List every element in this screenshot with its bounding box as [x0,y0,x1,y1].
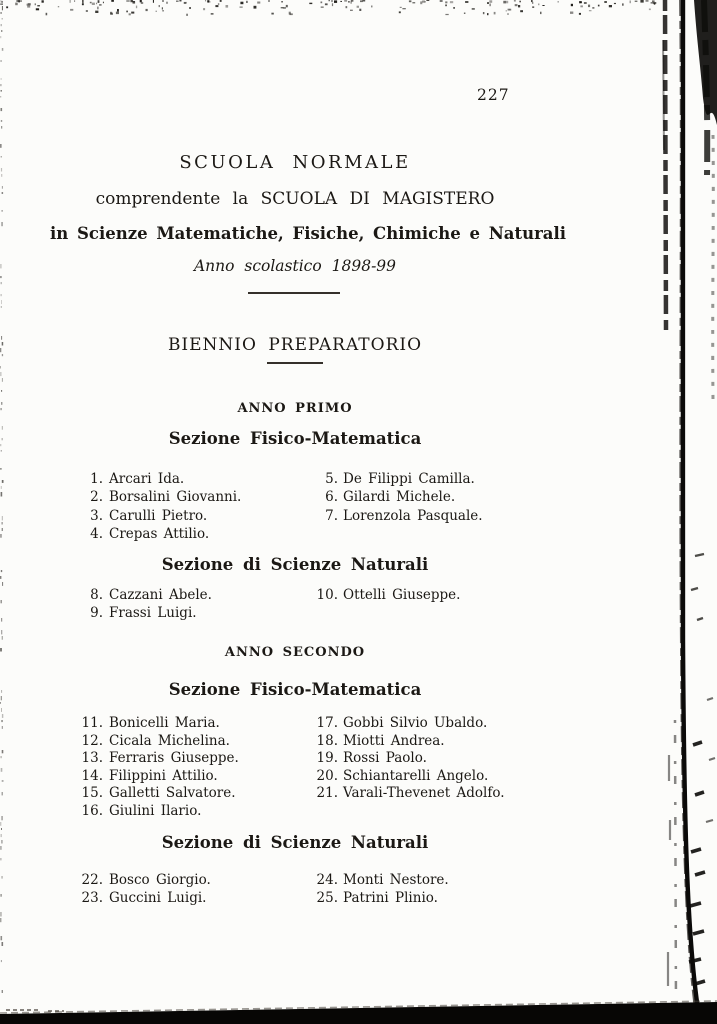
student-number: 3. [90,507,103,524]
student-entry [79,803,239,821]
year-heading-anno-primo: ANNO PRIMO [237,401,353,416]
student-number: 10. [316,587,338,603]
student-name: Ottelli Giuseppe. [343,587,461,603]
student-name: Carulli Pietro. [109,507,208,524]
student-entry [312,750,505,768]
student-number: 4. [90,526,103,543]
student-number: 14. [81,767,103,784]
student-name: Ferraris Giuseppe. [109,750,239,767]
student-name: Giulini Ilario. [109,802,202,819]
student-entry [79,586,212,604]
binding-gutter-shadow [657,0,717,1024]
student-number: 6. [325,489,338,506]
student-entry [79,525,241,543]
student-entry [79,507,241,525]
section-heading-scienze-naturali-1: Sezione di Scienze Naturali [161,555,429,574]
page-number: 227 [477,86,510,104]
student-entry [312,470,483,488]
student-entry [79,889,211,907]
student-entry [312,768,505,786]
student-name: Bonicelli Maria. [109,715,220,731]
list-column-left [79,715,239,821]
horizontal-rule [248,292,340,294]
list-column-right [312,470,483,525]
title-line-2: comprendente la SCUOLA DI MAGISTERO [95,189,495,209]
student-name: Cicala Michelina. [109,732,230,749]
student-entry [312,871,449,889]
student-entry [79,785,239,803]
student-number: 11. [81,715,103,731]
student-number: 8. [90,587,103,603]
student-entry [312,733,505,751]
student-entry [312,488,483,506]
list-column-left [79,871,211,908]
horizontal-rule [267,362,323,364]
student-entry [79,733,239,751]
title-line-1: SCUOLA NORMALE [179,152,411,173]
list-column-left [79,586,212,623]
student-name: Crepas Attilio. [109,526,210,543]
student-number: 22. [81,872,103,888]
student-name: Gobbi Silvio Ubaldo. [343,715,488,731]
student-entry [312,586,460,604]
student-number: 17. [316,715,338,731]
list-column-right [312,586,460,604]
list-column-right [312,871,449,908]
student-entry [79,470,241,488]
student-name: Guccini Luigi. [109,890,207,907]
student-entry [79,750,239,768]
student-entry [312,715,505,733]
student-name: Lorenzola Pasquale. [343,507,483,524]
student-name: Miotti Andrea. [343,732,445,749]
student-name: Frassi Luigi. [109,605,197,622]
student-number: 12. [81,732,103,749]
student-number: 25. [316,890,338,907]
student-number: 2. [90,489,103,506]
student-entry [312,785,505,803]
student-number: 21. [316,785,338,802]
bottom-scan-band [0,990,717,1024]
section-heading-fisico-matematica-2: Sezione Fisico-Matematica [168,680,422,699]
student-number: 23. [81,890,103,907]
student-number: 5. [325,471,338,487]
section-heading-fisico-matematica-1: Sezione Fisico-Matematica [168,429,422,448]
list-column-left [79,470,241,544]
list-column-right [312,715,505,803]
student-name: Monti Nestore. [343,872,449,888]
student-name: Patrini Plinio. [343,890,438,907]
student-number: 18. [316,732,338,749]
student-number: 13. [81,750,103,767]
student-name: Cazzani Abele. [109,587,212,603]
text-block [50,0,567,1024]
student-entry [79,871,211,889]
student-entry [79,768,239,786]
student-entry [79,488,241,506]
student-name: Schiantarelli Angelo. [343,767,489,784]
student-entry [79,604,212,622]
student-name: De Filippi Camilla. [343,471,475,487]
student-number: 24. [316,872,338,888]
student-name: Filippini Attilio. [109,767,218,784]
student-name: Borsalini Giovanni. [109,489,242,506]
student-name: Arcari Ida. [109,471,185,487]
student-number: 15. [81,785,103,802]
section-heading-scienze-naturali-2: Sezione di Scienze Naturali [161,833,429,852]
student-name: Bosco Giorgio. [109,872,211,888]
left-edge-scan-dots [0,0,6,1024]
title-line-4-anno-scolastico: Anno scolastico 1898-99 [193,257,397,275]
student-number: 1. [90,471,103,487]
part-heading-biennio: BIENNIO PREPARATORIO [167,335,423,355]
student-number: 20. [316,767,338,784]
student-name: Galletti Salvatore. [109,785,236,802]
student-number: 16. [81,802,103,819]
student-name: Varali-Thevenet Adolfo. [343,785,505,802]
student-entry [312,889,449,907]
student-number: 7. [325,507,338,524]
student-name: Rossi Paolo. [343,750,427,767]
year-heading-anno-secondo: ANNO SECONDO [224,645,366,660]
student-entry [312,507,483,525]
student-number: 19. [316,750,338,767]
student-number: 9. [90,605,103,622]
title-line-3: in Scienze Matematiche, Fisiche, Chimiche e Naturali [50,224,567,243]
student-name: Gilardi Michele. [343,489,456,506]
student-entry [79,715,239,733]
